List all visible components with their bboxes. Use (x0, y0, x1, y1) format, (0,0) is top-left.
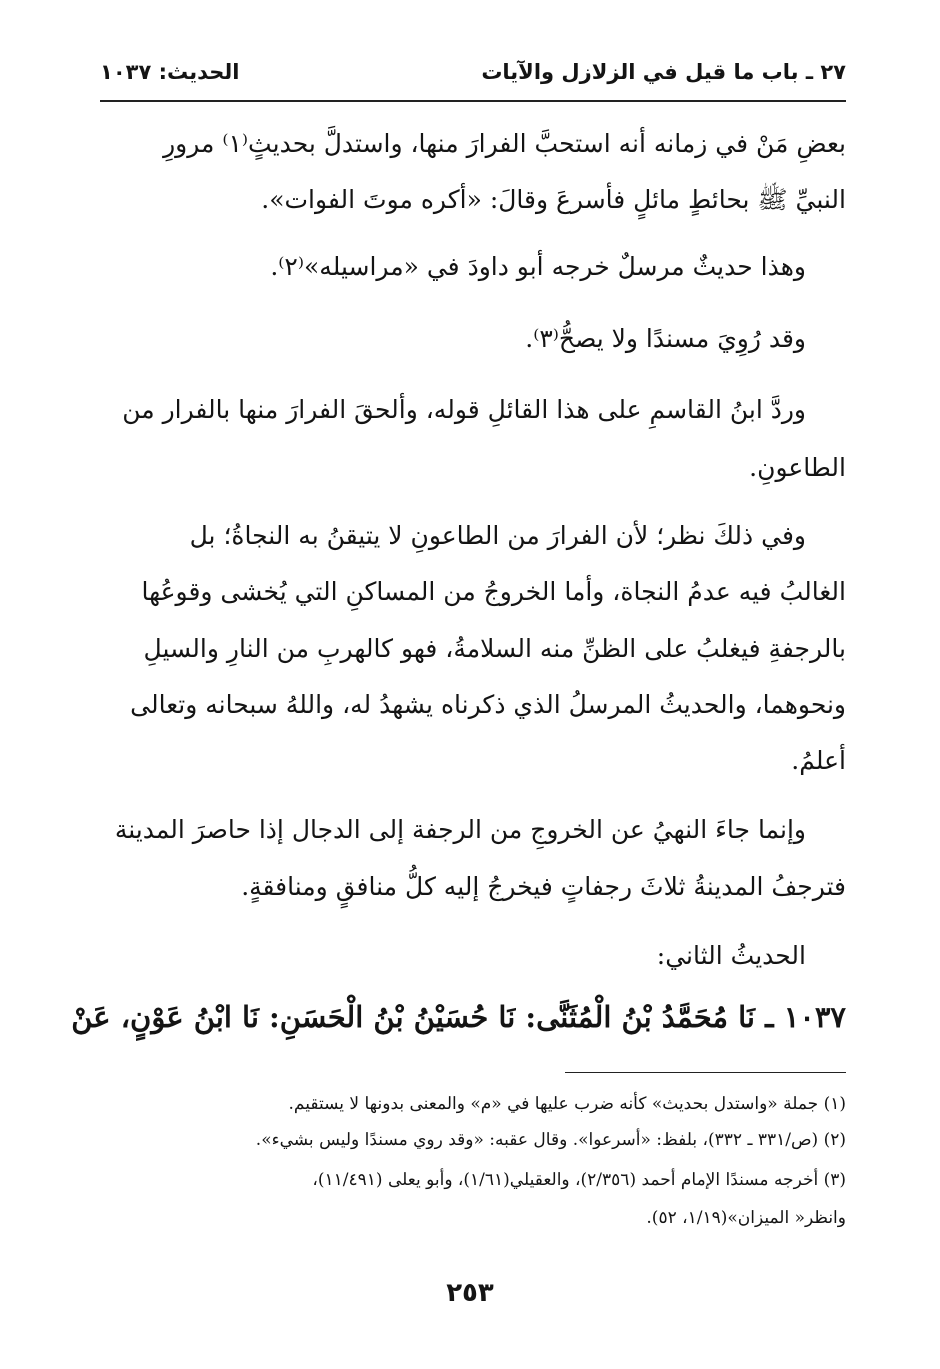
body-line: وهذا حديثٌ مرسلٌ خرجه أبو داودَ في «مراسيله»⁽٢⁾. (270, 252, 806, 281)
chapter-title: ٢٧ ـ باب ما قيل في الزلازل والآيات (481, 60, 846, 84)
hadith-reference: الحديث: ١٠٣٧ (100, 60, 240, 84)
body-line: أعلمُ. (791, 746, 846, 775)
body-line: الغالبُ فيه عدمُ النجاة، وأما الخروجُ من المساكنِ التي يُخشى وقوعُها (141, 577, 846, 606)
header-divider (100, 100, 846, 102)
body-line: بالرجفةِ فيغلبُ على الظنِّ منه السلامةُ، فهو كالهربِ من النارِ والسيلِ (143, 634, 846, 663)
body-line: وردَّ ابنُ القاسمِ على هذا القائلِ قوله، وألحقَ الفرارَ منها بالفرار من (122, 395, 806, 424)
body-line: النبيِّ ﷺ بحائطٍ مائلٍ فأسرعَ وقالَ: «أكره موتَ الفوات». (261, 185, 846, 214)
body-line: وإنما جاءَ النهيُ عن الخروجِ من الرجفة إلى الدجال إذا حاصرَ المدينة (114, 815, 806, 844)
footnote: (٢) (ص/٣٣١ ـ ٣٣٢)، بلفظ: «أسرعوا». وقال عقبه: «وقد روي مسندًا وليس بشيء». (255, 1130, 846, 1150)
page-number: ٢٥٣ (446, 1278, 494, 1308)
running-header (100, 58, 846, 92)
footnote: (٣) أخرجه مسندًا الإمام أحمد (٢/٣٥٦)، والعقيلي(١/٦١)، وأبو يعلى (١١/٤٩١)، (312, 1170, 846, 1190)
body-line: الطاعونِ. (749, 453, 846, 482)
body-line: وفي ذلكَ نظر؛ لأن الفرارَ من الطاعونِ لا يتيقنُ به النجاةُ؛ بل (189, 521, 806, 550)
body-line: بعضِ مَنْ في زمانه أنه استحبَّ الفرارَ منها، واستدلَّ بحديثٍ⁽١⁾ مرورِ (163, 129, 846, 158)
footnote: وانظر« الميزان»(١/١٩، ٥٢). (646, 1208, 846, 1228)
body-line: ونحوهما، والحديثُ المرسلُ الذي ذكرناه يشهدُ له، واللهُ سبحانه وتعالى (130, 690, 846, 719)
footnote: (١) جملة «واستدل بحديث» كأنه ضرب عليها في «م» والمعنى بدونها لا يستقيم. (288, 1094, 846, 1114)
footnote-divider (565, 1072, 846, 1073)
body-line: وقد رُوِيَ مسندًا ولا يصحُّ⁽٣⁾. (525, 324, 806, 353)
body-line: فترجفُ المدينةُ ثلاثَ رجفاتٍ فيخرجُ إليه كلُّ منافقٍ ومنافقةٍ. (241, 872, 846, 901)
hadith-chain: ١٠٣٧ ـ نَا مُحَمَّدُ بْنُ الْمُثَنَّى: نَا حُسَيْنُ بْنُ الْحَسَنِ: نَا ابْنُ عَوْنٍ، عَنْ (71, 1000, 846, 1034)
section-heading: الحديثُ الثاني: (656, 941, 806, 970)
